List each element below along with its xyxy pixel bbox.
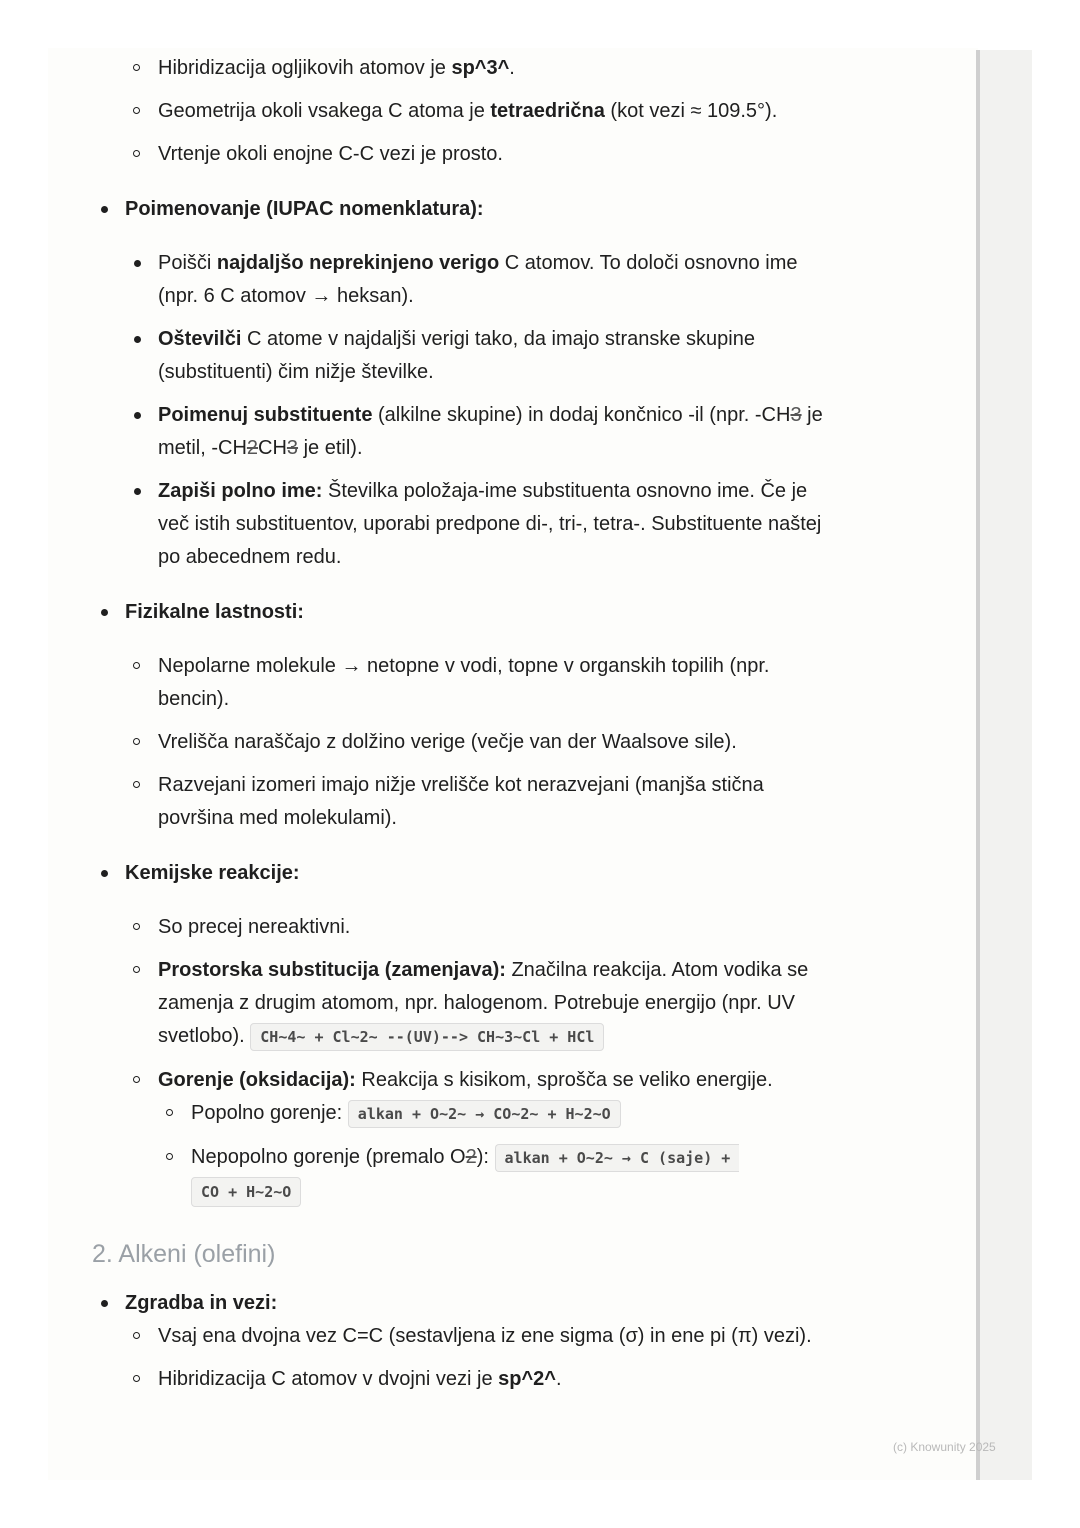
list-item — [125, 954, 832, 1054]
item-text: (kot vezi ≈ 109.5°). — [604, 100, 778, 122]
list-item — [125, 475, 832, 574]
chemical-list — [125, 911, 832, 1208]
combustion-list — [158, 1097, 832, 1208]
struck-subscript: 3 — [286, 437, 299, 459]
scrollbar-track[interactable] — [976, 50, 1032, 1480]
item-text: je metil, -CH — [158, 404, 823, 459]
list-item — [158, 1097, 832, 1131]
list-item — [125, 1064, 832, 1208]
item-bold: Oštevilči — [158, 328, 242, 350]
item-bold: Poimenuj substituente — [158, 404, 373, 426]
naming-heading: Poimenovanje (IUPAC nomenklatura): — [125, 198, 484, 220]
item-text: Številka položaja-ime substituenta osnovno ime. Če je več istih substituentov, uporabi predpone di-, tri-, tetra-. Substituente naštej po abecednem redu. — [158, 480, 822, 568]
main-list — [92, 193, 832, 1208]
list-item — [158, 1141, 832, 1208]
document-content — [92, 52, 832, 1406]
item-text: (alkilne skupine) in dodaj končnico -il (npr. -CH — [372, 404, 791, 426]
structure-list — [92, 52, 832, 171]
list-item — [125, 95, 832, 128]
item-text: . — [509, 57, 515, 79]
list-item — [125, 399, 832, 465]
list-item: So precej nereaktivni. — [125, 911, 832, 944]
list-item: Vrelišča naraščajo z dolžino verige (večje van der Waalsove sile). — [125, 726, 832, 759]
item-bold: najdaljšo neprekinjeno verigo — [216, 252, 500, 274]
reaction-code: alkan + O~2~ → C (saje) + — [495, 1144, 740, 1172]
reaction-code: alkan + O~2~ → CO~2~ + H~2~O — [348, 1100, 621, 1128]
item-text: Reakcija s kisikom, sprošča se veliko energije. — [355, 1069, 773, 1091]
item-text: Poišči — [158, 252, 217, 274]
item-text: je etil). — [298, 437, 363, 459]
list-item-structure — [92, 1287, 832, 1396]
item-text: Popolno gorenje: — [191, 1102, 348, 1124]
item-text: C atome v najdaljši verigi tako, da imajo stranske skupine (substituenti) čim nižje številke. — [158, 328, 755, 383]
list-item-chemical — [92, 857, 832, 1208]
scrollbar-thumb[interactable] — [976, 50, 980, 1480]
item-text: CH — [258, 437, 287, 459]
section-title: 2. Alkeni (olefini) — [92, 1240, 276, 1268]
item-bold: Gorenje (oksidacija): — [158, 1069, 356, 1091]
physical-heading: Fizikalne lastnosti: — [125, 601, 304, 623]
item-text: Hibridizacija C atomov v dvojni vezi je — [158, 1368, 499, 1390]
list-item: Nepolarne molekule → netopne v vodi, topne v organskih topilih (npr. bencin). — [125, 650, 832, 716]
list-item — [125, 138, 832, 171]
item-text: Značilna reakcija. Atom vodika se zamenja z drugim atomom, npr. halogenom. Potrebuje energijo (npr. UV svetlobo). — [158, 959, 809, 1047]
physical-list — [125, 650, 832, 835]
item-bold: Zapiši polno ime: — [158, 480, 323, 502]
alkenes-heading: Zgradba in vezi: — [125, 1292, 278, 1314]
item-text: Geometrija okoli vsakega C atoma je — [158, 100, 491, 122]
item-bold: Prostorska substitucija (zamenjava): — [158, 959, 506, 981]
reaction-code: CO + H~2~O — [191, 1177, 301, 1207]
list-item — [125, 1363, 832, 1396]
chemical-heading: Kemijske reakcije: — [125, 862, 300, 884]
list-item: Razvejani izomeri imajo nižje vrelišče kot nerazvejani (manjša stična površina med molekulami). — [125, 769, 832, 835]
naming-list — [125, 247, 832, 574]
struck-subscript: 3 — [790, 404, 802, 426]
item-text: Hibridizacija ogljikovih atomov je — [158, 57, 452, 79]
item-bold: sp^3^ — [451, 57, 510, 79]
list-item: Vsaj ena dvojna vez C=C (sestavljena iz ene sigma (σ) in ene pi (π) vezi). — [125, 1320, 832, 1353]
alkenes-sublist — [125, 1320, 832, 1396]
reaction-code: CH~4~ + Cl~2~ --(UV)--> CH~3~Cl + HCl — [250, 1023, 604, 1051]
list-item — [125, 247, 832, 313]
item-text: Nepopolno gorenje (premalo O — [191, 1146, 466, 1168]
list-item — [125, 323, 832, 389]
item-bold: tetraedrična — [490, 100, 605, 122]
list-item-naming — [92, 193, 832, 574]
item-text: . — [555, 1368, 562, 1390]
item-text: ): — [476, 1146, 495, 1168]
list-item — [125, 52, 832, 85]
copyright-footer: (c) Knowunity 2025 — [893, 1440, 996, 1454]
alkenes-list — [92, 1287, 832, 1396]
item-text: C atomov. To določi osnovno ime (npr. 6 C atomov → heksan). — [158, 252, 798, 307]
struck-subscript: 2 — [465, 1146, 477, 1168]
item-text: Vrtenje okoli enojne C-C vezi je prosto. — [158, 143, 503, 165]
item-bold: sp^2^ — [498, 1368, 556, 1390]
list-item-physical — [92, 596, 832, 835]
struck-subscript: 2 — [246, 437, 259, 459]
